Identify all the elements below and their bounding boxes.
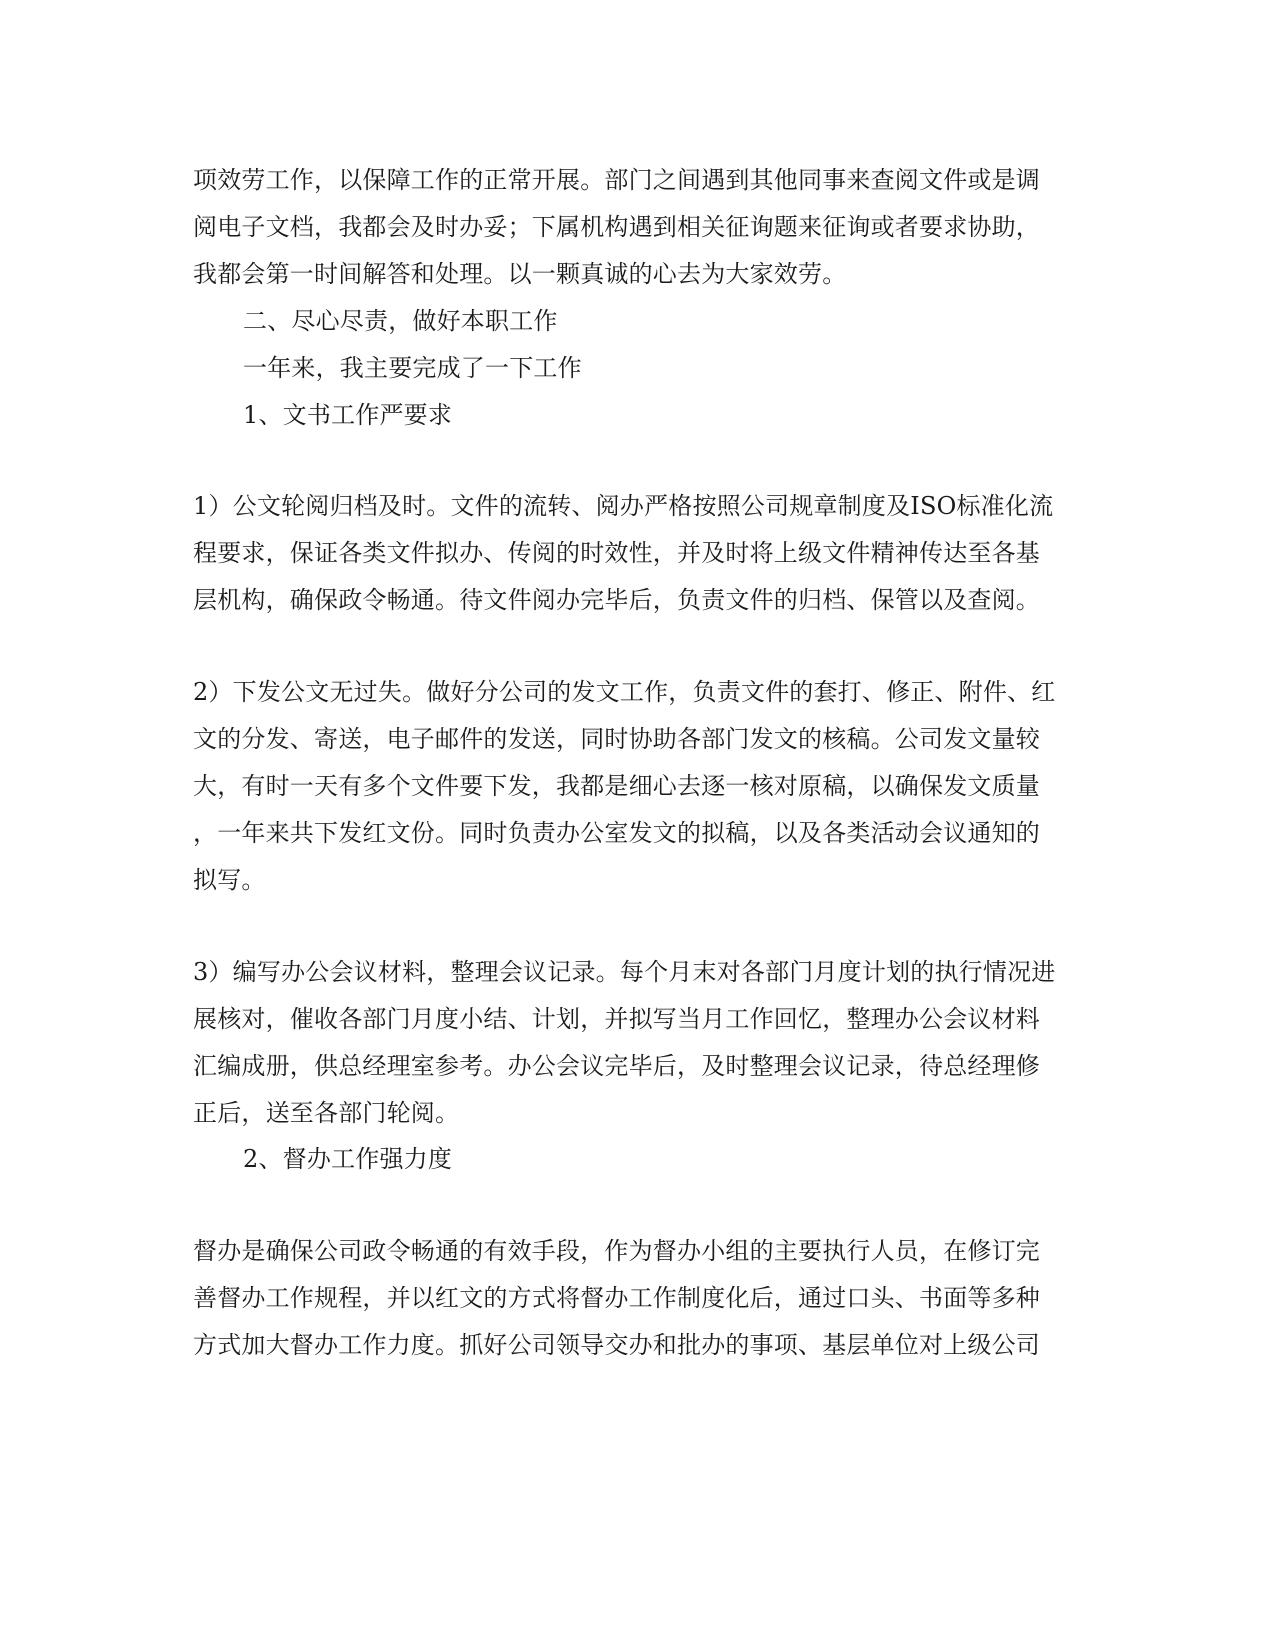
text-line: 阅电子文档，我都会及时办妥；下属机构遇到相关征询题来征询或者要求协助， — [193, 213, 1040, 241]
text-line: 展核对，催收各部门月度小结、计划，并拟写当月工作回忆，整理办公会议材料 — [193, 1005, 1040, 1033]
text-line: 我都会第一时间解答和处理。以一颗真诚的心去为大家效劳。 — [193, 260, 847, 288]
text-line: 拟写。 — [193, 866, 266, 894]
text-line: 善督办工作规程，并以红文的方式将督办工作制度化后，通过口头、书面等多种 — [193, 1284, 1040, 1312]
subsection-heading: 1、文书工作严要求 — [243, 401, 453, 429]
text-line: 正后，送至各部门轮阅。 — [193, 1099, 460, 1127]
text-line: 大，有时一天有多个文件要下发，我都是细心去逐一核对原稿，以确保发文质量 — [193, 772, 1040, 800]
text-line: 一年来，我主要完成了一下工作 — [243, 354, 582, 382]
section-heading: 二、尽心尽责，做好本职工作 — [243, 307, 558, 335]
text-line: 3）编写办公会议材料，整理会议记录。每个月末对各部门月度计划的执行情况进 — [193, 958, 1056, 986]
text-line: 层机构，确保政令畅通。待文件阅办完毕后，负责文件的归档、保管以及查阅。 — [193, 586, 1040, 614]
text-line: ，一年来共下发红文份。同时负责办公室发文的拟稿，以及各类活动会议通知的 — [193, 819, 1040, 847]
text-line: 2）下发公文无过失。做好分公司的发文工作，负责文件的套打、修正、附件、红 — [193, 678, 1056, 706]
text-line: 文的分发、寄送，电子邮件的发送，同时协助各部门发文的核稿。公司发文量较 — [193, 725, 1040, 753]
text-line: 方式加大督办工作力度。抓好公司领导交办和批办的事项、基层单位对上级公司 — [193, 1331, 1040, 1359]
text-line: 汇编成册，供总经理室参考。办公会议完毕后，及时整理会议记录，待总经理修 — [193, 1052, 1040, 1080]
text-line: 程要求，保证各类文件拟办、传阅的时效性，并及时将上级文件精神传达至各基 — [193, 539, 1040, 567]
text-line: 督办是确保公司政令畅通的有效手段，作为督办小组的主要执行人员，在修订完 — [193, 1237, 1040, 1265]
subsection-heading: 2、督办工作强力度 — [243, 1145, 453, 1173]
text-line: 1）公文轮阅归档及时。文件的流转、阅办严格按照公司规章制度及ISO标准化流 — [193, 492, 1054, 520]
text-line: 项效劳工作，以保障工作的正常开展。部门之间遇到其他同事来查阅文件或是调 — [193, 166, 1040, 194]
